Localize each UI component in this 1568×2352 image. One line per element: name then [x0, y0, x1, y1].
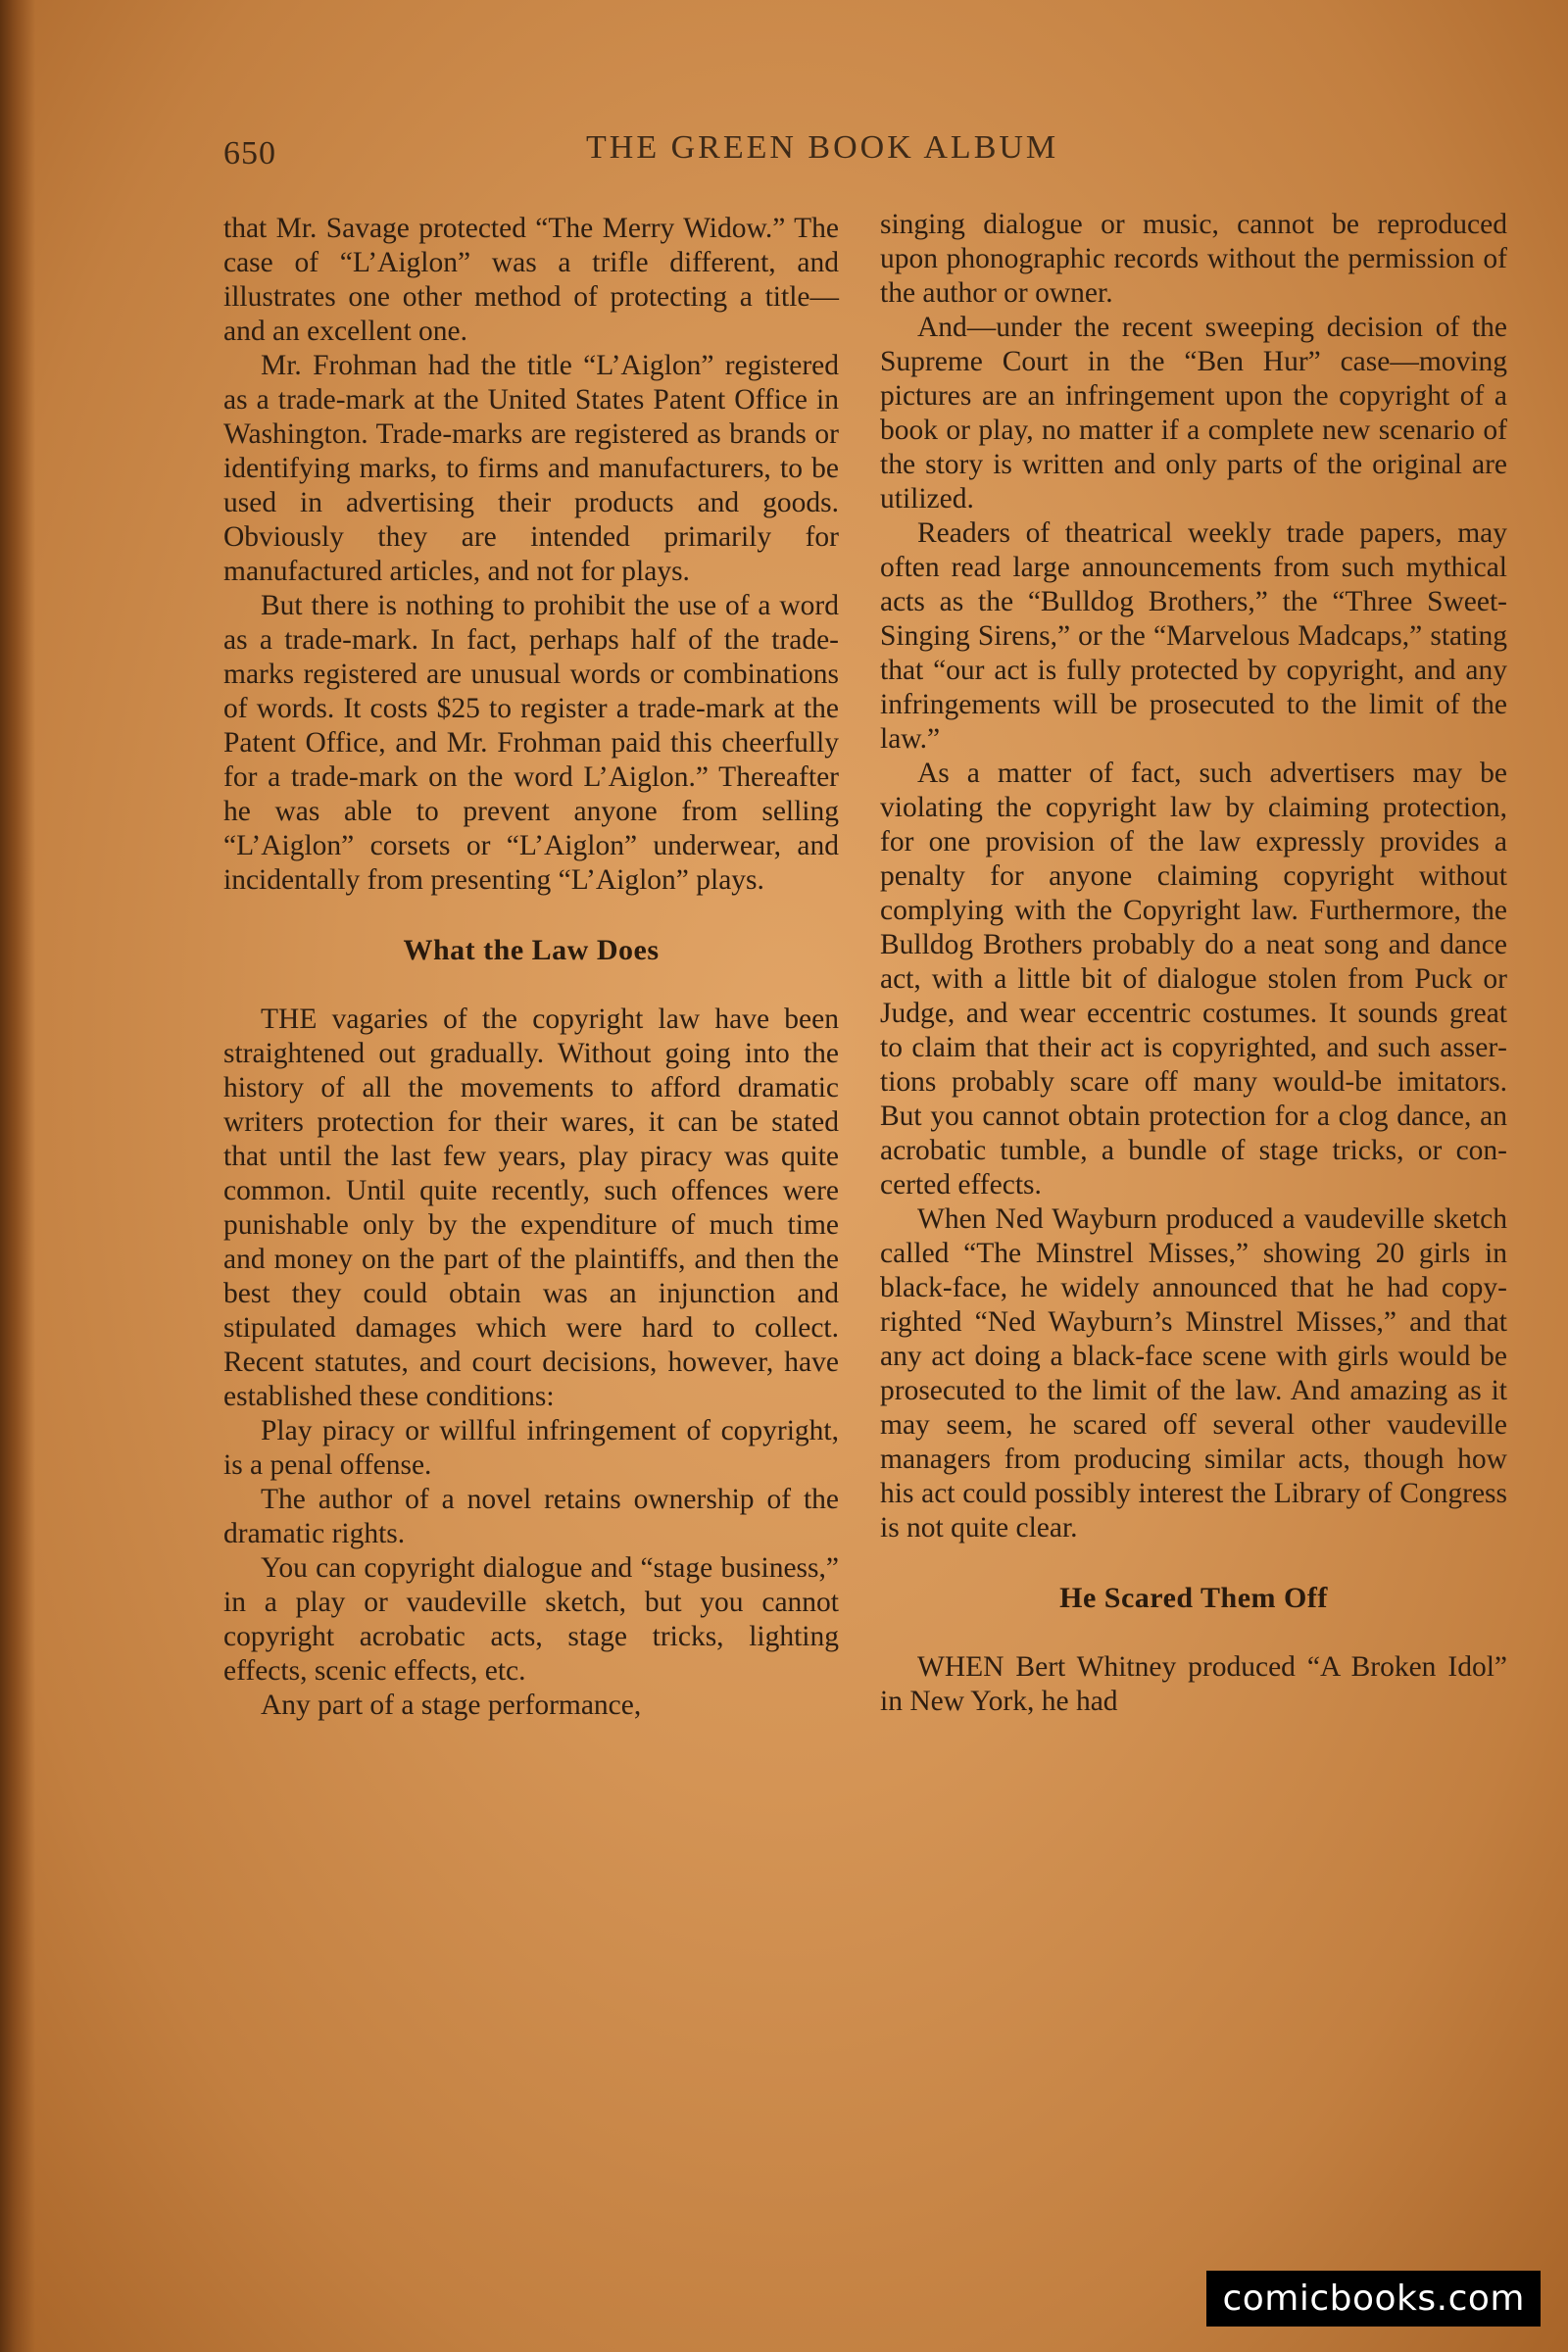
paragraph: The author of a novel retains ownership of the dramatic rights. — [223, 1484, 839, 1549]
journal-title: THE GREEN BOOK ALBUM — [586, 129, 1059, 166]
paragraph: Play piracy or willful infringement of copyright, is a penal offense. — [223, 1415, 839, 1481]
paragraph: Readers of theatrical weekly trade papers, may often read large announcements from such mythical acts as the “Bulldog Brothers,” the “Three Sweet-Singing Sirens,” or the “Marvelous Madcaps,” stating that “our act is fully protected by copyright, and any infringements will be prosecuted to the limit of the law.” — [880, 517, 1507, 755]
watermark-logo: comicbooks.com — [1206, 2271, 1541, 2327]
paragraph: THE vagaries of the copyright law have been straightened out gradually. Without going into the history of all the movements to afford dramatic writers protection for their wares, it can be stated that until the last few years, play piracy was quite common. Until quite recently, such offences were punishable only by the expenditure of much time and money on the part of the plaintiffs, and then the best they could obtain was an injunction and stipulated damages which were hard to collect. Recent statutes, and court decisions, however, have established these conditions: — [223, 1004, 839, 1412]
page-spine-shadow — [0, 0, 35, 2352]
paragraph: WHEN Bert Whitney produced “A Broken Idol” in New York, he had — [880, 1651, 1507, 1717]
left-column — [223, 212, 839, 1723]
paragraph: When Ned Wayburn produced a vaudeville sketch called “The Minstrel Misses,” showing 20 girls in black-face, he widely announced that he had copyrighted “Ned Wayburn’s Minstrel Misses,” and that any act doing a black-face scene with girls would be prosecuted to the limit of the law. And amazing as it may seem, he scared off several other vaudeville managers from producing similar acts, though how his act could possibly interest the Library of Congress is not quite clear. — [880, 1203, 1507, 1544]
section-heading: He Scared Them Off — [1059, 1582, 1328, 1614]
section-heading: What the Law Does — [403, 934, 660, 966]
paragraph: that Mr. Savage protected “The Merry Widow.” The case of “L’Aiglon” was a trifle different, and illustrates one other method of protecting a title—and an excellent one. — [223, 213, 839, 347]
paragraph: Any part of a stage performance, — [261, 1690, 642, 1721]
paragraph: But there is nothing to prohibit the use of a word as a trade-mark. In fact, perhaps half of the trade-marks registered are unusual words or combinations of words. It costs $25 to register a trade-mark at the Patent Office, and Mr. Frohman paid this cheerfully for a trade-mark on the word L’Aiglon.” Thereafter he was able to prevent anyone from selling “L’Aiglon” corsets or “L’Aiglon” underwear, and incidentally from presenting “L’Aiglon” plays. — [223, 590, 839, 896]
running-head — [223, 129, 1507, 178]
paragraph: Mr. Frohman had the title “L’Aiglon” registered as a trade-mark at the United States Patent Office in Washington. Trade-marks are registered as brands or identifying marks, to firms and manufacturers, to be used in advertising their products and goods. Obviously they are intended primarily for manufactured articles, and not for plays. — [223, 350, 839, 587]
right-column — [880, 208, 1507, 1719]
page-number: 650 — [223, 135, 276, 172]
paragraph: You can copyright dialogue and “stage business,” in a play or vaudeville sketch, but you cannot copyright acrobatic acts, stage tricks, lighting effects, scenic effects, etc. — [223, 1552, 839, 1687]
paragraph: As a matter of fact, such advertisers may be violating the copyright law by claiming protection, for one provision of the law expressly provides a penalty for anyone claiming copyright without complying with the Copyright law. Furthermore, the Bulldog Brothers probably do a neat song and dance act, with a little bit of dialogue stolen from Puck or Judge, and wear eccentric costumes. It sounds great to claim that their act is copyrighted, and such assertions probably scare off many would-be imitators. But you cannot obtain protection for a clog dance, an acrobatic tumble, a bundle of stage tricks, or concerted effects. — [880, 758, 1507, 1200]
paragraph: singing dialogue or music, cannot be reproduced upon phonographic records without the permission of the author or owner. — [880, 209, 1507, 309]
paragraph: And—under the recent sweeping decision of the Supreme Court in the “Ben Hur” case—moving pictures are an infringement upon the copyright of a book or play, no matter if a complete new scenario of the story is written and only parts of the original are utilized. — [880, 312, 1507, 514]
